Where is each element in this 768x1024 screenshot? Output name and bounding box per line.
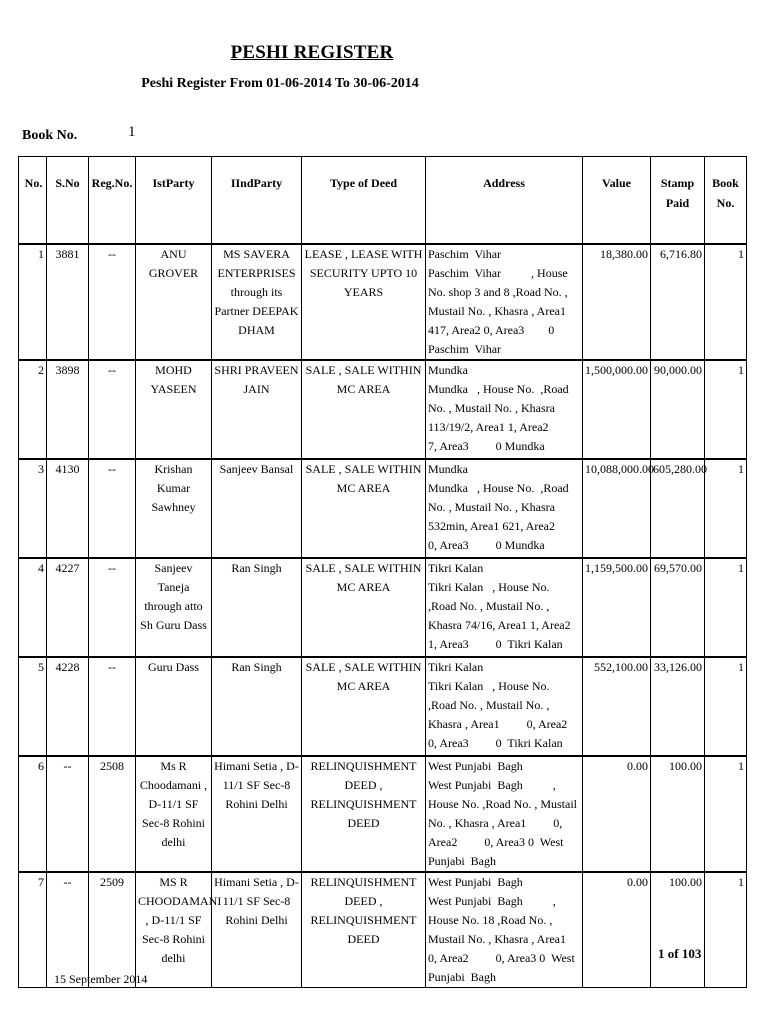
- column-header-deed-type: Type of Deed: [302, 157, 426, 245]
- page-title: PESHI REGISTER: [230, 42, 394, 63]
- column-header-no: No.: [19, 157, 47, 245]
- row-first-party: MOHD YASEEN: [136, 360, 212, 459]
- row-second-party: SHRI PRAVEEN JAIN: [212, 360, 302, 459]
- row-stamp-paid: 90,000.00: [651, 360, 705, 459]
- row-first-party: Ms R Choodamani , D-11/1 SF Sec-8 Rohini delhi: [136, 756, 212, 872]
- row-first-party: Sanjeev Taneja through atto Sh Guru Dass: [136, 558, 212, 657]
- row-sno: --: [47, 872, 89, 988]
- row-sno: 4227: [47, 558, 89, 657]
- row-book-no: 1: [705, 756, 747, 872]
- table-row: [19, 872, 747, 988]
- row-sno: 3898: [47, 360, 89, 459]
- row-deed-type: SALE , SALE WITHIN MC AREA: [302, 459, 426, 558]
- column-header-first-party: IstParty: [136, 157, 212, 245]
- row-regno: --: [89, 558, 136, 657]
- row-stamp-paid: 69,570.00: [651, 558, 705, 657]
- row-first-party: MS R CHOODAMANI , D-11/1 SF Sec-8 Rohini delhi: [136, 872, 212, 988]
- row-no: 5: [19, 657, 47, 756]
- row-address: West Punjabi Bagh West Punjabi Bagh , House No. ,Road No. , Mustail No. , Khasra , Area1 0, Area2 0, Area3 0 West Punjabi Bagh: [426, 756, 583, 872]
- book-number-value: 1: [128, 124, 136, 140]
- row-value: 552,100.00: [583, 657, 651, 756]
- row-regno: 2509: [89, 872, 136, 988]
- row-book-no: 1: [705, 244, 747, 360]
- row-second-party: Himani Setia , D-11/1 SF Sec-8 Rohini Delhi: [212, 872, 302, 988]
- row-sno: --: [47, 756, 89, 872]
- row-value: 0.00: [583, 872, 651, 988]
- row-deed-type: SALE , SALE WITHIN MC AREA: [302, 360, 426, 459]
- row-deed-type: RELINQUISHMENT DEED , RELINQUISHMENT DEED: [302, 756, 426, 872]
- column-header-value: Value: [583, 157, 651, 245]
- row-sno: 3881: [47, 244, 89, 360]
- print-date: 15 September 2014: [54, 972, 148, 986]
- table-row: [19, 657, 747, 756]
- column-header-book-no: Book No.: [705, 157, 747, 245]
- table-row: [19, 558, 747, 657]
- row-address: West Punjabi Bagh West Punjabi Bagh , House No. 18 ,Road No. , Mustail No. , Khasra , Area1 0, Area2 0, Area3 0 West Punjabi Bagh: [426, 872, 583, 988]
- row-deed-type: LEASE , LEASE WITH SECURITY UPTO 10 YEARS: [302, 244, 426, 360]
- row-book-no: 1: [705, 872, 747, 988]
- row-no: 3: [19, 459, 47, 558]
- row-no: 4: [19, 558, 47, 657]
- row-regno: --: [89, 244, 136, 360]
- row-regno: --: [89, 459, 136, 558]
- peshi-register-table: [18, 156, 747, 988]
- row-no: 7: [19, 872, 47, 988]
- row-second-party: Sanjeev Bansal: [212, 459, 302, 558]
- row-second-party: Ran Singh: [212, 558, 302, 657]
- row-second-party: Ran Singh: [212, 657, 302, 756]
- row-stamp-paid: 100.00: [651, 756, 705, 872]
- row-first-party: Guru Dass: [136, 657, 212, 756]
- row-deed-type: SALE , SALE WITHIN MC AREA: [302, 657, 426, 756]
- row-address: Mundka Mundka , House No. ,Road No. , Mustail No. , Khasra 532min, Area1 621, Area2 0, Area3 0 Mundka: [426, 459, 583, 558]
- column-header-stamp-paid: Stamp Paid: [651, 157, 705, 245]
- row-no: 2: [19, 360, 47, 459]
- row-stamp-paid: 100.00: [651, 872, 705, 988]
- table-row: [19, 360, 747, 459]
- row-book-no: 1: [705, 459, 747, 558]
- column-header-second-party: IIndParty: [212, 157, 302, 245]
- row-first-party: ANU GROVER: [136, 244, 212, 360]
- column-header-address: Address: [426, 157, 583, 245]
- row-second-party: Himani Setia , D-11/1 SF Sec-8 Rohini Delhi: [212, 756, 302, 872]
- row-deed-type: RELINQUISHMENT DEED , RELINQUISHMENT DEED: [302, 872, 426, 988]
- page-number: 1 of 103: [658, 946, 702, 961]
- table-row: [19, 459, 747, 558]
- table-header-row: [19, 157, 747, 245]
- row-deed-type: SALE , SALE WITHIN MC AREA: [302, 558, 426, 657]
- row-address: Mundka Mundka , House No. ,Road No. , Mustail No. , Khasra 113/19/2, Area1 1, Area2 7, Area3 0 Mundka: [426, 360, 583, 459]
- register-period-subtitle: Peshi Register From 01-06-2014 To 30-06-2014: [141, 76, 419, 91]
- column-header-sno: S.No: [47, 157, 89, 245]
- row-regno: 2508: [89, 756, 136, 872]
- row-stamp-paid: 33,126.00: [651, 657, 705, 756]
- row-no: 6: [19, 756, 47, 872]
- row-second-party: MS SAVERA ENTERPRISES through its Partner DEEPAK DHAM: [212, 244, 302, 360]
- row-value: 0.00: [583, 756, 651, 872]
- row-stamp-paid: 6,716.80: [651, 244, 705, 360]
- row-no: 1: [19, 244, 47, 360]
- row-address: Tikri Kalan Tikri Kalan , House No. ,Road No. , Mustail No. , Khasra 74/16, Area1 1, Area2 1, Area3 0 Tikri Kalan: [426, 558, 583, 657]
- row-address: Paschim Vihar Paschim Vihar , House No. shop 3 and 8 ,Road No. , Mustail No. , Khasra , Area1 417, Area2 0, Area3 0 Paschim Vihar: [426, 244, 583, 360]
- row-value: 1,159,500.00: [583, 558, 651, 657]
- row-book-no: 1: [705, 360, 747, 459]
- column-header-regno: Reg.No.: [89, 157, 136, 245]
- row-stamp-paid: 605,280.00: [651, 459, 705, 558]
- row-value: 18,380.00: [583, 244, 651, 360]
- row-address: Tikri Kalan Tikri Kalan , House No. ,Road No. , Mustail No. , Khasra , Area1 0, Area2 0, Area3 0 Tikri Kalan: [426, 657, 583, 756]
- row-regno: --: [89, 657, 136, 756]
- row-sno: 4228: [47, 657, 89, 756]
- book-number-label: Book No.: [22, 128, 78, 143]
- row-regno: --: [89, 360, 136, 459]
- row-book-no: 1: [705, 558, 747, 657]
- table-row: [19, 756, 747, 872]
- row-value: 10,088,000.00: [583, 459, 651, 558]
- row-sno: 4130: [47, 459, 89, 558]
- row-book-no: 1: [705, 657, 747, 756]
- row-first-party: Krishan Kumar Sawhney: [136, 459, 212, 558]
- row-value: 1,500,000.00: [583, 360, 651, 459]
- table-row: [19, 244, 747, 360]
